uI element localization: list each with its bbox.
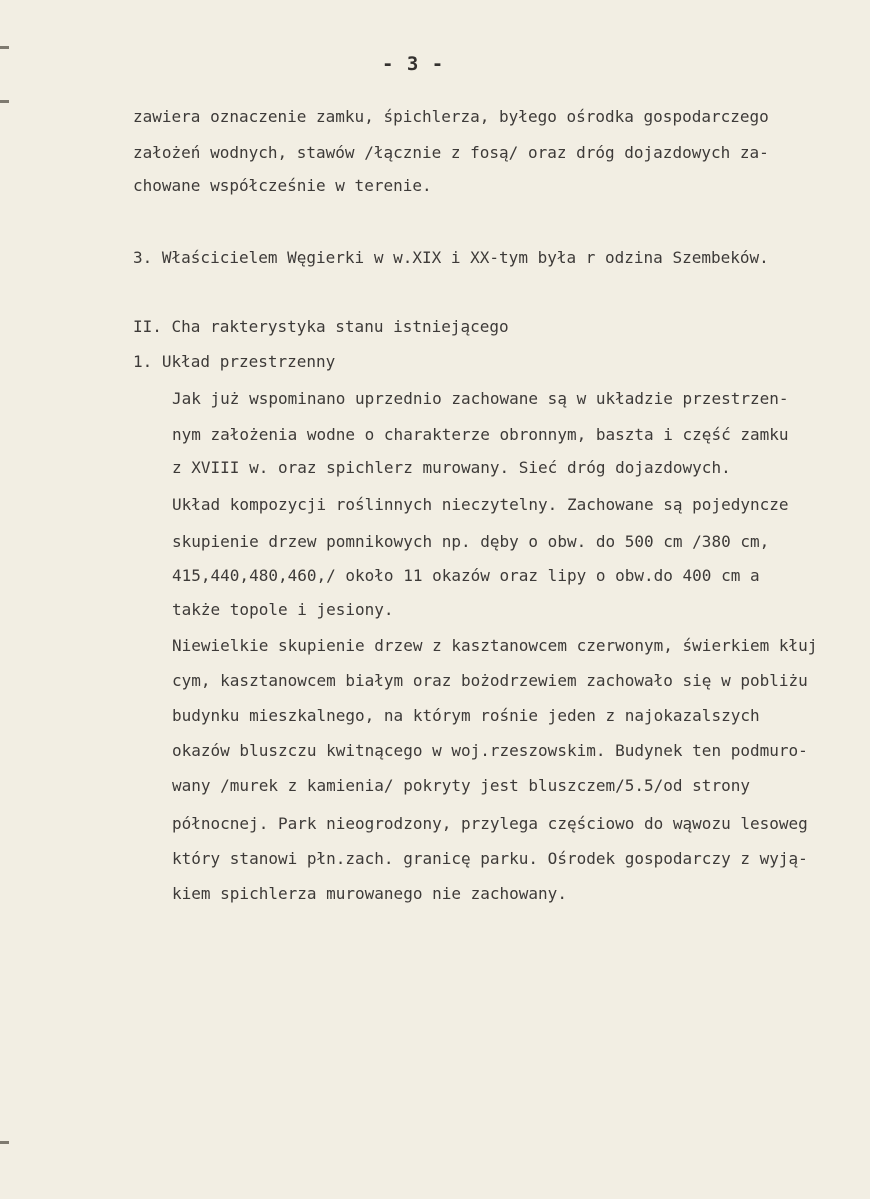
text-line: Niewielkie skupienie drzew z kasztanowcem czerwonym, świerkiem kłuj [172,636,818,655]
text-line: który stanowi płn.zach. granicę parku. Ośrodek gospodarczy z wyją- [172,849,808,868]
text-line: nym założenia wodne o charakterze obronnym, baszta i część zamku [172,425,789,444]
text-line: północnej. Park nieogrodzony, przylega częściowo do wąwozu lesoweg [172,814,808,833]
section-heading: II. Cha rakterystyka stanu istniejącego [133,317,509,336]
punch-hole-mark [0,1141,9,1144]
text-line: 415,440,480,460,/ około 11 okazów oraz lipy o obw.do 400 cm a [172,566,760,585]
text-line: Układ kompozycji roślinnych nieczytelny. Zachowane są pojedyncze [172,495,789,514]
text-line: cym, kasztanowcem białym oraz bożodrzewiem zachowało się w pobliżu [172,671,808,690]
text-line: chowane współcześnie w terenie. [133,176,432,195]
text-line: skupienie drzew pomnikowych np. dęby o obw. do 500 cm /380 cm, [172,532,770,551]
text-line: wany /murek z kamienia/ pokryty jest bluszczem/5.5/od strony [172,776,750,795]
subsection-heading: 1. Układ przestrzenny [133,352,336,371]
text-line: założeń wodnych, stawów /łącznie z fosą/ oraz dróg dojazdowych za- [133,143,769,162]
text-line: z XVIII w. oraz spichlerz murowany. Sieć dróg dojazdowych. [172,458,731,477]
text-line: budynku mieszkalnego, na którym rośnie jeden z najokazalszych [172,706,760,725]
punch-hole-mark [0,46,9,49]
text-line: okazów bluszczu kwitnącego w woj.rzeszowskim. Budynek ten podmuro- [172,741,808,760]
text-line: kiem spichlerza murowanego nie zachowany. [172,884,567,903]
punch-hole-mark [0,100,9,103]
text-line: także topole i jesiony. [172,600,394,619]
text-line: zawiera oznaczenie zamku, śpichlerza, byłego ośrodka gospodarczego [133,107,769,126]
text-line: 3. Właścicielem Węgierki w w.XIX i XX-tym była r odzina Szembeków. [133,248,769,267]
page-number: - 3 - [382,53,445,75]
text-line: Jak już wspominano uprzednio zachowane są w układzie przestrzen- [172,389,789,408]
